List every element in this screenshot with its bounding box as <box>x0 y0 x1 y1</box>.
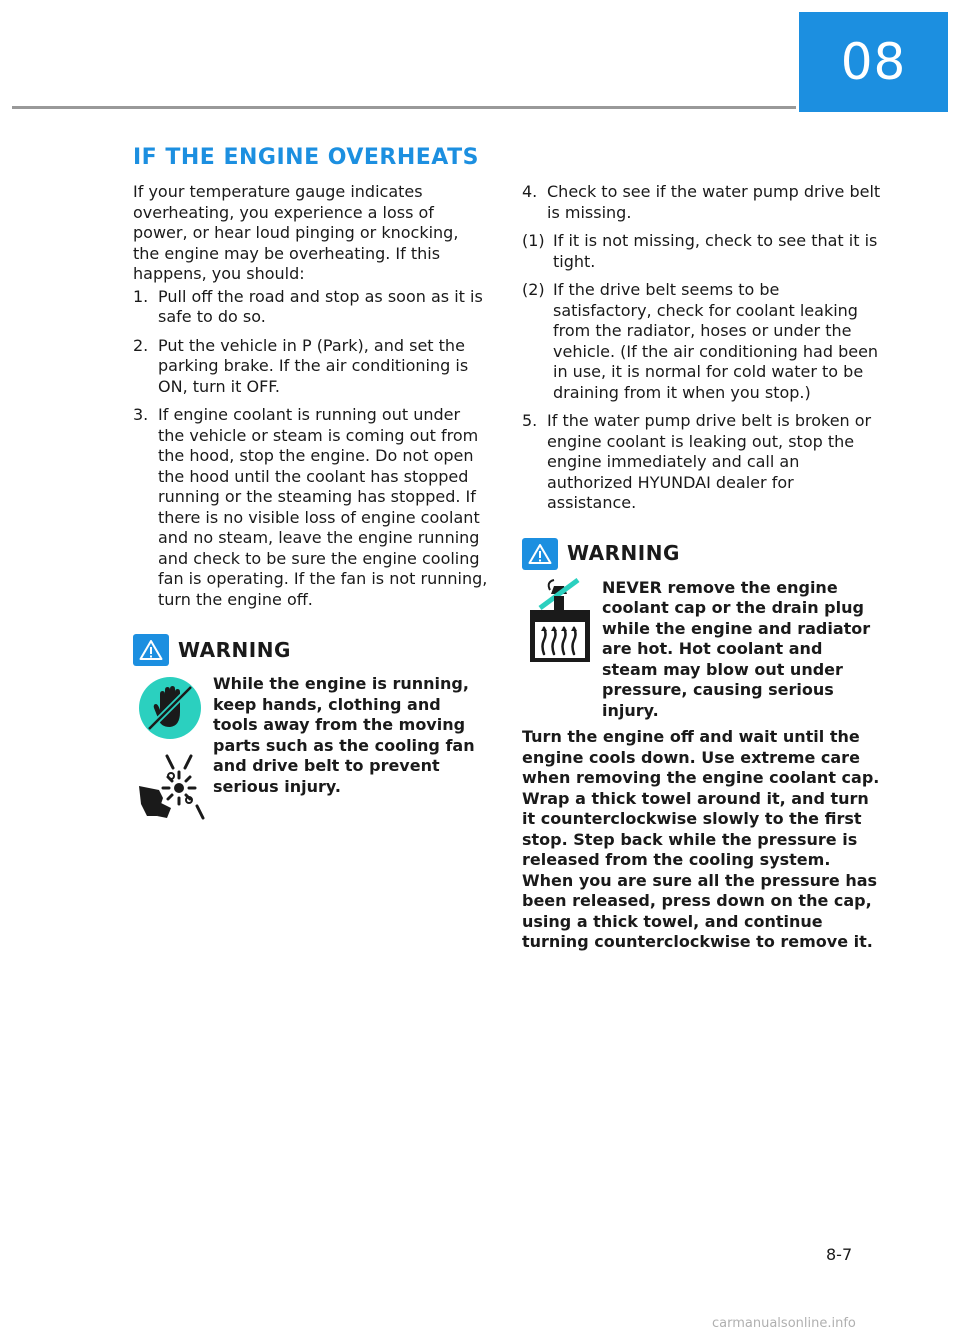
list-number: 3. <box>133 405 149 424</box>
list-text: If the drive belt seems to be satisfactory, check for coolant leaking from the radiator, hoses or under the vehicle. (If the air conditioning had been in use, it is normal for cold water to be draining from it when you stop.) <box>553 280 879 402</box>
list-item <box>133 287 488 328</box>
list-number: 5. <box>522 411 538 430</box>
right-column <box>522 182 882 953</box>
list-number: 2. <box>133 335 149 355</box>
list-text: Pull off the road and stop as soon as it is safe to do so. <box>158 286 483 326</box>
page-number: 8-7 <box>826 1245 853 1264</box>
left-column <box>133 182 488 822</box>
warning-box <box>522 578 882 722</box>
list-number: (1) <box>522 231 545 250</box>
no-hand-icon <box>136 674 204 742</box>
list-text: Check to see if the water pump drive belt is missing. <box>547 182 881 222</box>
hot-coolant-cap-icon <box>526 578 594 666</box>
chapter-tab: 08 <box>799 12 948 112</box>
warning-heading <box>133 634 488 666</box>
warning-extra-paragraph: Turn the engine off and wait until the engine cools down. Use extreme care when removing the engine coolant cap. Wrap a thick towel around it, and turn it counterclockwise slowly to the first stop. Step back while the pressure is released from the cooling system. When you are sure all the pressure has been released, press down on the cap, using a thick towel, and continue turning counterclockwise to remove it. <box>522 727 880 951</box>
header-rule <box>12 106 796 109</box>
warning-text: NEVER remove the engine coolant cap or the drain plug while the engine and radiator are hot. Hot coolant and steam may blow out under pressure, causing serious injury. <box>602 577 871 720</box>
list-number: 1. <box>133 286 149 306</box>
list-text: Put the vehicle in P (Park), and set the parking brake. If the air conditioning is ON, turn it OFF. <box>158 335 469 396</box>
list-text: If it is not missing, check to see that it is tight. <box>553 231 878 271</box>
warning-label: WARNING <box>178 637 291 662</box>
warning-heading <box>522 538 882 570</box>
list-item <box>133 336 488 398</box>
list-item <box>133 405 488 610</box>
warning-triangle-icon <box>522 538 558 570</box>
list-item <box>522 411 882 514</box>
warning-label: WARNING <box>567 541 680 566</box>
list-number: (2) <box>522 280 545 299</box>
intro-paragraph: If your temperature gauge indicates overheating, you experience a loss of power, or hear loud pinging or knocking, the engine may be overheating. If this happens, you should: <box>133 182 459 283</box>
warning-text: While the engine is running, keep hands, clothing and tools away from the moving parts such as the cooling fan and drive belt to prevent serious injury. <box>213 674 475 796</box>
list-text: If the water pump drive belt is broken or engine coolant is leaking out, stop the engine immediately and call an authorized HYUNDAI dealer for assistance. <box>547 411 872 512</box>
list-item <box>522 280 882 403</box>
list-item <box>522 182 882 223</box>
warning-box <box>133 674 488 822</box>
list-text: If engine coolant is running out under the vehicle or steam is coming out from the hood, stop the engine. Do not open the hood until the coolant has stopped running or the steaming has stopped. If there is no visible loss of engine coolant and no steam, leave the engine running and check to be sure the engine cooling fan is operating. If the fan is not running, turn the engine off. <box>158 405 488 609</box>
warning-triangle-icon <box>133 634 169 666</box>
list-number: 4. <box>522 182 538 201</box>
list-item <box>522 231 882 272</box>
fan-hand-hazard-icon <box>133 750 209 822</box>
section-title: IF THE ENGINE OVERHEATS <box>133 145 479 170</box>
watermark: carmanualsonline.info <box>712 1316 856 1331</box>
